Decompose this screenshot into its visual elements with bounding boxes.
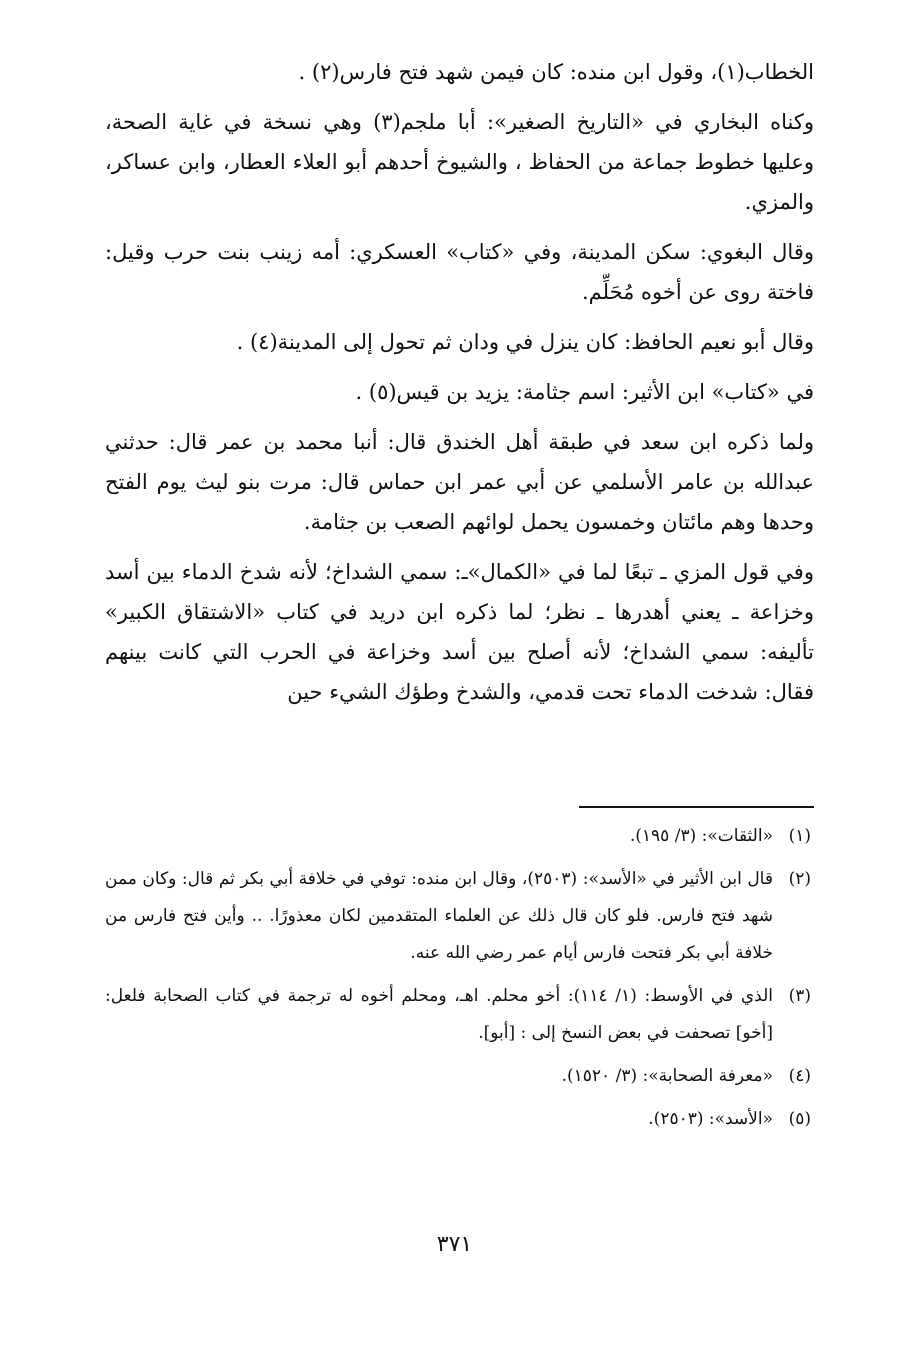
paragraph-7: وفي قول المزي ـ تبعًا لما في «الكمال»ـ: سمي الشداخ؛ لأنه شدخ الدماء بين أسد وخزاعة ـ يعني أهدرها ـ نظر؛ لما ذكره ابن دريد في كتاب «الاشتقاق الكبير» تأليفه: سمي الشداخ؛ لأنه أصلح بين أسد وخزاعة في الحرب التي كانت بينهم فقال: شدخت الدماء تحت قدمي، والشدخ وطؤك الشيء حين — [105, 560, 814, 704]
footnote-number: (٣) — [788, 986, 811, 1006]
main-text — [105, 52, 814, 722]
footnote-text: «الثقات»: (٣/ ١٩٥). — [629, 826, 773, 846]
paragraph-3: وقال البغوي: سكن المدينة، وفي «كتاب» العسكري: أمه زينب بنت حرب وقيل: فاختة روى عن أخوه مُحَلِّم. — [105, 240, 814, 304]
footnote-5 — [105, 1101, 811, 1138]
footnote-4 — [105, 1058, 811, 1095]
paragraph-1: الخطاب(١)، وقول ابن منده: كان فيمن شهد فتح فارس(٢) . — [298, 60, 814, 84]
footnote-number: (٥) — [788, 1109, 811, 1129]
footnote-number: (٤) — [788, 1066, 811, 1086]
paragraph-6: ولما ذكره ابن سعد في طبقة أهل الخندق قال: أنبا محمد بن عمر قال: حدثني عبدالله بن عامر الأسلمي عن أبي عمر ابن حماس قال: مرت بنو ليث يوم الفتح وحدها وهم مائتان وخمسون يحمل لوائهم الصعب بن جثامة. — [105, 430, 814, 534]
footnote-text: «معرفة الصحابة»: (٣/ ١٥٢٠). — [561, 1066, 773, 1086]
footnote-text: قال ابن الأثير في «الأسد»: (٢٥٠٣)، وقال ابن منده: توفي في خلافة أبي بكر ثم قال: وكان ممن شهد فتح فارس. فلو كان قال ذلك عن العلماء المتقدمين لكان معذورًا. .. وأين فتح فارس من خلافة أبي بكر فتحت فارس أيام عمر رضي الله عنه. — [105, 869, 773, 963]
footnotes — [105, 818, 811, 1144]
footnote-3 — [105, 978, 811, 1052]
footnote-number: (١) — [788, 826, 811, 846]
footnote-divider — [579, 806, 814, 808]
footnote-text: الذي في الأوسط: (١/ ١١٤): أخو محلم. اهـ، ومحلم أخوه له ترجمة في كتاب الصحابة فلعل: [أخو] تصحفت في بعض النسخ إلى : [أبو]. — [105, 986, 773, 1043]
footnote-2 — [105, 861, 811, 972]
footnote-1 — [105, 818, 811, 855]
paragraph-4: وقال أبو نعيم الحافظ: كان ينزل في ودان ثم تحول إلى المدينة(٤) . — [236, 330, 814, 354]
paragraph-5: في «كتاب» ابن الأثير: اسم جثامة: يزيد بن قيس(٥) . — [355, 380, 814, 404]
footnote-number: (٢) — [788, 869, 811, 889]
paragraph-2: وكناه البخاري في «التاريخ الصغير»: أبا ملجم(٣) وهي نسخة في غاية الصحة، وعليها خطوط جماعة من الحفاظ ، والشيوخ أحدهم أبو العلاء العطار، وابن عساكر، والمزي. — [105, 110, 814, 214]
footnote-text: «الأسد»: (٢٥٠٣). — [648, 1109, 773, 1129]
page-number: ٣٧١ — [436, 1232, 473, 1257]
